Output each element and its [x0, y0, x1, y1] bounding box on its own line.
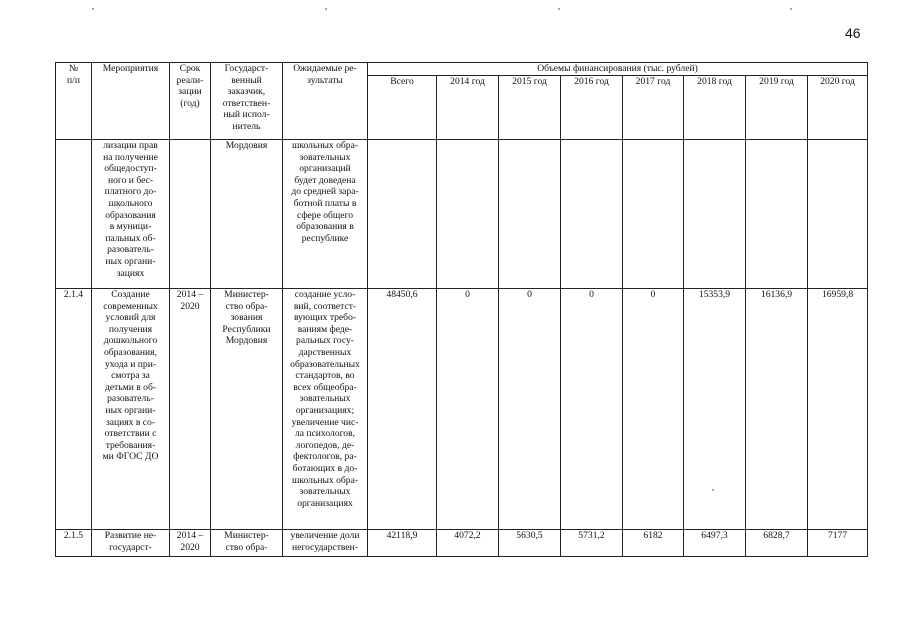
- text-line: Министер-: [224, 289, 269, 300]
- text-line: вий, соответст-: [293, 300, 357, 312]
- text-line: ботной платы в: [293, 197, 357, 209]
- text-line: школьных обра-: [291, 474, 359, 486]
- page-number: 46: [845, 25, 861, 41]
- header-year: 2018 год: [684, 75, 746, 139]
- text-line: негосударствен-: [292, 541, 358, 553]
- text-line: зациях: [116, 267, 145, 279]
- text-line: 2.1.5: [63, 530, 84, 541]
- cell-value: 15353,9: [684, 289, 746, 530]
- text-line: реали-: [176, 74, 204, 86]
- cell-num: [56, 530, 92, 557]
- cell-measures: [92, 530, 170, 557]
- text-line: ухода и при-: [104, 358, 157, 370]
- cell-value: [746, 140, 808, 289]
- cell-value: 16959,8: [808, 289, 868, 530]
- text-line: увеличение доли: [290, 530, 360, 541]
- text-line: ми ФГОС ДО: [102, 451, 159, 463]
- text-line: образования,: [103, 346, 157, 358]
- text-line: ный испол-: [223, 109, 270, 121]
- cell-value: 6828,7: [746, 530, 808, 557]
- text-line: Государст-: [224, 63, 269, 74]
- text-line: ла психологов,: [294, 428, 356, 440]
- text-line: организаций: [299, 163, 351, 175]
- text-line: дошкольного: [103, 335, 158, 347]
- text-line: ответствен-: [222, 97, 271, 109]
- text-line: пальных об-: [105, 232, 156, 244]
- text-line: 2020: [180, 541, 200, 553]
- text-line: лизации прав: [103, 140, 158, 151]
- text-line: ответствии с: [104, 428, 157, 440]
- header-term: [170, 63, 211, 140]
- header-num: [56, 63, 92, 140]
- text-line: заказчик,: [227, 86, 266, 98]
- text-line: всех общеобра-: [293, 381, 357, 393]
- cell-term: [170, 530, 211, 557]
- text-line: разователь-: [107, 393, 154, 405]
- text-line: ных органи-: [105, 255, 156, 267]
- text-line: до средней зара-: [291, 186, 359, 198]
- text-line: образования: [105, 209, 156, 221]
- text-line: республике: [301, 232, 349, 244]
- text-line: 2014 –: [176, 289, 204, 300]
- text-line: ство обра-: [225, 541, 268, 553]
- text-line: зования: [230, 312, 263, 324]
- table-row: [56, 289, 868, 530]
- header-year: 2017 год: [623, 75, 684, 139]
- text-line: детьми в об-: [104, 381, 157, 393]
- text-line: нитель: [232, 120, 261, 132]
- text-line: требования-: [105, 439, 156, 451]
- text-line: 2.1.4: [63, 289, 84, 300]
- cell-value: 6182: [623, 530, 684, 557]
- text-line: условий для: [105, 312, 156, 324]
- cell-value: 0: [623, 289, 684, 530]
- header-row-1: [56, 63, 868, 76]
- text-line: ного и бес-: [107, 174, 154, 186]
- header-year: 2019 год: [746, 75, 808, 139]
- cell-value: 48450,6: [368, 289, 437, 530]
- cell-value: 16136,9: [746, 289, 808, 530]
- text-line: зациях в со-: [105, 416, 156, 428]
- header-year: 2015 год: [499, 75, 561, 139]
- cell-results: [283, 140, 368, 289]
- text-line: вующих требо-: [293, 312, 357, 324]
- text-line: ваниям феде-: [297, 323, 353, 335]
- cell-value: 7177: [808, 530, 868, 557]
- text-line: зовательных: [299, 151, 351, 163]
- text-line: Развитие не-: [104, 530, 157, 541]
- text-line: 2020: [180, 300, 200, 312]
- cell-value: 6497,3: [684, 530, 746, 557]
- text-line: образования в: [296, 221, 354, 233]
- text-line: ство обра-: [225, 300, 268, 312]
- cell-measures: [92, 289, 170, 530]
- text-line: школьного: [108, 197, 153, 209]
- header-year: 2020 год: [808, 75, 868, 139]
- text-line: организациях;: [295, 404, 355, 416]
- text-line: Мордовия: [225, 335, 268, 347]
- cell-value: 5731,2: [561, 530, 623, 557]
- text-line: современных: [103, 300, 158, 312]
- header-customer: [211, 63, 283, 140]
- cell-results: [283, 530, 368, 557]
- financing-table: [55, 62, 868, 557]
- text-line: зультаты: [307, 74, 343, 86]
- text-line: п/п: [67, 74, 80, 86]
- text-line: на получение: [103, 151, 158, 163]
- cell-num: [56, 289, 92, 530]
- text-line: ных органи-: [105, 404, 156, 416]
- cell-num: [56, 140, 92, 289]
- text-line: Ожидаемые ре-: [293, 63, 357, 74]
- cell-customer: [211, 289, 283, 530]
- cell-term: [170, 289, 211, 530]
- cell-value: 5630,5: [499, 530, 561, 557]
- table-row: [56, 530, 868, 557]
- text-line: Мероприятия: [102, 63, 159, 74]
- text-line: венный: [231, 74, 262, 86]
- text-line: сфере общего: [296, 209, 354, 221]
- text-line: создание усло-: [294, 289, 356, 300]
- text-line: зации: [178, 86, 202, 98]
- text-line: Создание: [111, 289, 150, 300]
- text-line: школьных обра-: [291, 140, 359, 151]
- cell-value: [684, 140, 746, 289]
- text-line: смотра за: [111, 370, 150, 382]
- text-line: логопедов, де-: [295, 439, 355, 451]
- cell-value: 4072,2: [437, 530, 499, 557]
- text-line: Мордовия: [225, 140, 268, 151]
- text-line: получения: [108, 323, 153, 335]
- cell-term: [170, 140, 211, 289]
- text-line: образовательных: [290, 358, 360, 370]
- cell-value: 42118,9: [368, 530, 437, 557]
- text-line: зовательных: [299, 486, 351, 498]
- cell-value: [808, 140, 868, 289]
- text-line: 2014 –: [176, 530, 204, 541]
- cell-value: [437, 140, 499, 289]
- text-line: Срок: [179, 63, 201, 74]
- header-year: Всего: [368, 75, 437, 139]
- text-line: дарственных: [298, 346, 352, 358]
- cell-value: [499, 140, 561, 289]
- text-line: зовательных: [299, 393, 351, 405]
- text-line: ботающих в до-: [292, 462, 358, 474]
- cell-customer: [211, 530, 283, 557]
- header-year: 2014 год: [437, 75, 499, 139]
- text-line: №: [68, 63, 79, 74]
- text-line: стандартов, во: [295, 370, 355, 382]
- cell-measures: [92, 140, 170, 289]
- header-year: 2016 год: [561, 75, 623, 139]
- text-line: государст-: [109, 541, 152, 553]
- text-line: будет доведена: [294, 174, 356, 186]
- cell-value: [561, 140, 623, 289]
- text-line: Министер-: [224, 530, 269, 541]
- text-line: в муници-: [109, 221, 152, 233]
- text-line: платного до-: [104, 186, 157, 198]
- header-results: [283, 63, 368, 140]
- text-line: разователь-: [107, 244, 154, 256]
- text-line: увеличение чис-: [291, 416, 359, 428]
- table-row: [56, 140, 868, 289]
- cell-value: [368, 140, 437, 289]
- cell-value: 0: [561, 289, 623, 530]
- cell-value: 0: [437, 289, 499, 530]
- text-line: ральных госу-: [296, 335, 354, 347]
- cell-value: [623, 140, 684, 289]
- cell-customer: [211, 140, 283, 289]
- cell-results: [283, 289, 368, 530]
- text-line: (год): [180, 97, 200, 109]
- text-line: организациях: [297, 497, 353, 509]
- header-funding-title: Объемы финансирования (тыс. рублей): [368, 63, 868, 76]
- text-line: Республики: [222, 323, 271, 335]
- text-line: общедоступ-: [104, 163, 157, 175]
- cell-value: 0: [499, 289, 561, 530]
- header-measures: [92, 63, 170, 140]
- text-line: фектологов, ра-: [293, 451, 357, 463]
